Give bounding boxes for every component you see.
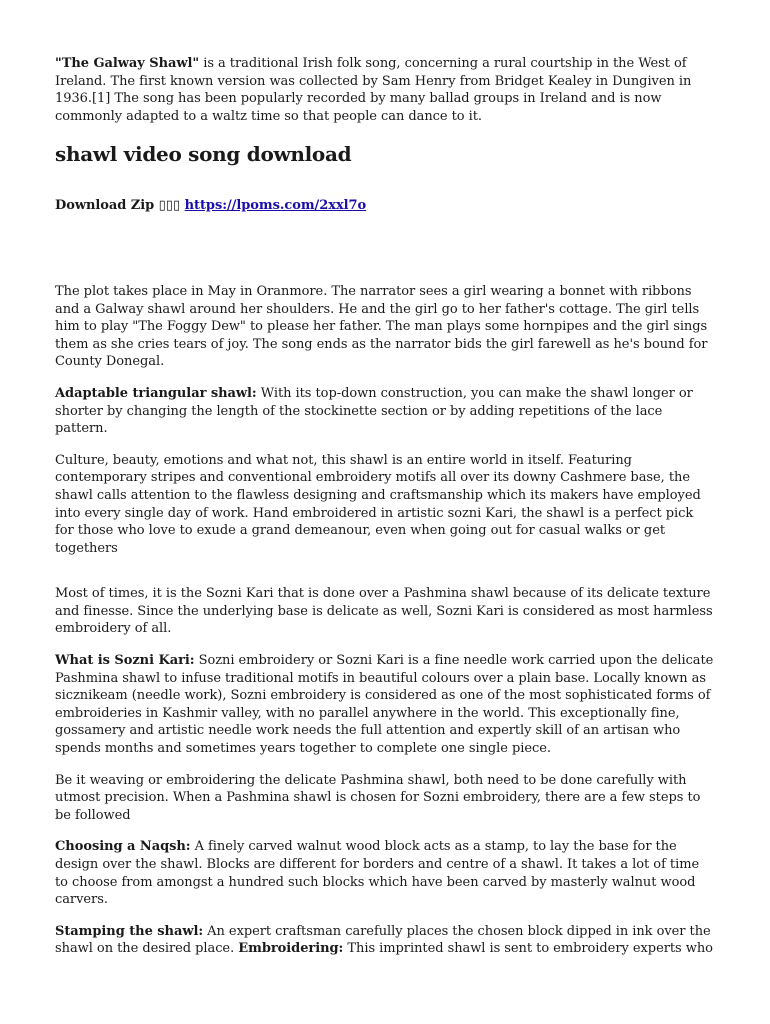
- embroidering-title: Embroidering:: [238, 941, 344, 957]
- page-heading: shawl video song download: [55, 142, 352, 167]
- adaptable-paragraph: [55, 385, 715, 438]
- stamping-paragraph: [55, 923, 715, 958]
- intro-text: is a traditional Irish folk song, concerning a rural courtship in the West of Ireland. The first known version was collected by Sam Henry from Bridget Kealey in Dungiven in 1936.[1] The song has been popularly recorded by many ballad groups in Ireland and is now commonly adapted to a waltz time so that people can dance to it.: [55, 56, 692, 124]
- weaving-paragraph: Be it weaving or embroidering the delicate Pashmina shawl, both need to be done carefully with utmost precision. When a Pashmina shawl is chosen for Sozni embroidery, there are a few steps to be followed: [55, 772, 701, 823]
- adaptable-title: Adaptable triangular shawl:: [55, 385, 257, 401]
- sozni-title: What is Sozni Kari:: [55, 653, 195, 669]
- most-times-paragraph: Most of times, it is the Sozni Kari that is done over a Pashmina shawl because of its delicate texture and finesse. Since the underlying base is delicate as well, Sozni Kari is considered as most harmless embroidery of all.: [55, 586, 713, 637]
- plot-paragraph: The plot takes place in May in Oranmore. The narrator sees a girl wearing a bonnet with ribbons and a Galway shawl around her shoulders. He and the girl go to her father's cottage. The girl tells him to play "The Foggy Dew" to please her father. The man plays some hornpipes and the girl sings them as she cries tears of joy. The song ends as the narrator bids the girl farewell as he's bound for County Donegal.: [55, 283, 708, 370]
- stamping-title: Stamping the shawl:: [55, 923, 204, 939]
- download-line: [55, 197, 715, 215]
- naqsh-text: A finely carved walnut wood block acts as a stamp, to lay the base for the design over the shawl. Blocks are different for borders and centre of a shawl. It takes a lot of time to choose from amongst a hundred such blocks which have been carved by masterly walnut wood carvers.: [55, 839, 700, 908]
- adaptable-text: With its top-down construction, you can make the shawl longer or shorter by changing the length of the stockinette section or by adding repetitions of the lace pattern.: [55, 385, 693, 437]
- intro-paragraph: [55, 55, 715, 125]
- intro-title: "The Galway Shawl": [55, 56, 200, 71]
- stamping-text: An expert craftsman carefully places the chosen block dipped in ink over the shawl on the desired place.: [55, 923, 711, 957]
- download-label: Download Zip: [55, 198, 155, 214]
- naqsh-paragraph: [55, 838, 715, 908]
- document-body: [55, 55, 715, 972]
- download-link[interactable]: https://lpoms.com/2xxl7o: [184, 198, 367, 214]
- culture-paragraph: Culture, beauty, emotions and what not, this shawl is an entire world in itself. Featuring contemporary stripes and conventional embroidery motifs all over its downy Cashmere base, the shawl calls attention to the flawless designing and craftsmanship which its makers have employed into every single day of work. Hand embroidered in artistic sozni Kari, the shawl is a perfect pick for those who love to exude a grand demeanour, even when going out for casual walks or get togethers: [55, 452, 701, 556]
- sozni-text: Sozni embroidery or Sozni Kari is a fine needle work carried upon the delicate Pashmina shawl to infuse traditional motifs in beautiful colours over a plain base. Locally known as sicznikeam (needle work), Sozni embroidery is considered as one of the most sophisticated forms of embroideries in Kashmir valley, with no parallel anywhere in the world. This exceptionally fine, gossamery and artistic needle work needs the full attention and expertly skill of an artisan who spends months and sometimes years together to complete one single piece.: [55, 653, 714, 757]
- embroidering-text: This imprinted shawl is sent to embroidery experts who: [343, 941, 713, 957]
- download-glyphs: ▯▯▯: [158, 198, 181, 214]
- naqsh-title: Choosing a Naqsh:: [55, 839, 191, 855]
- sozni-paragraph: [55, 652, 715, 758]
